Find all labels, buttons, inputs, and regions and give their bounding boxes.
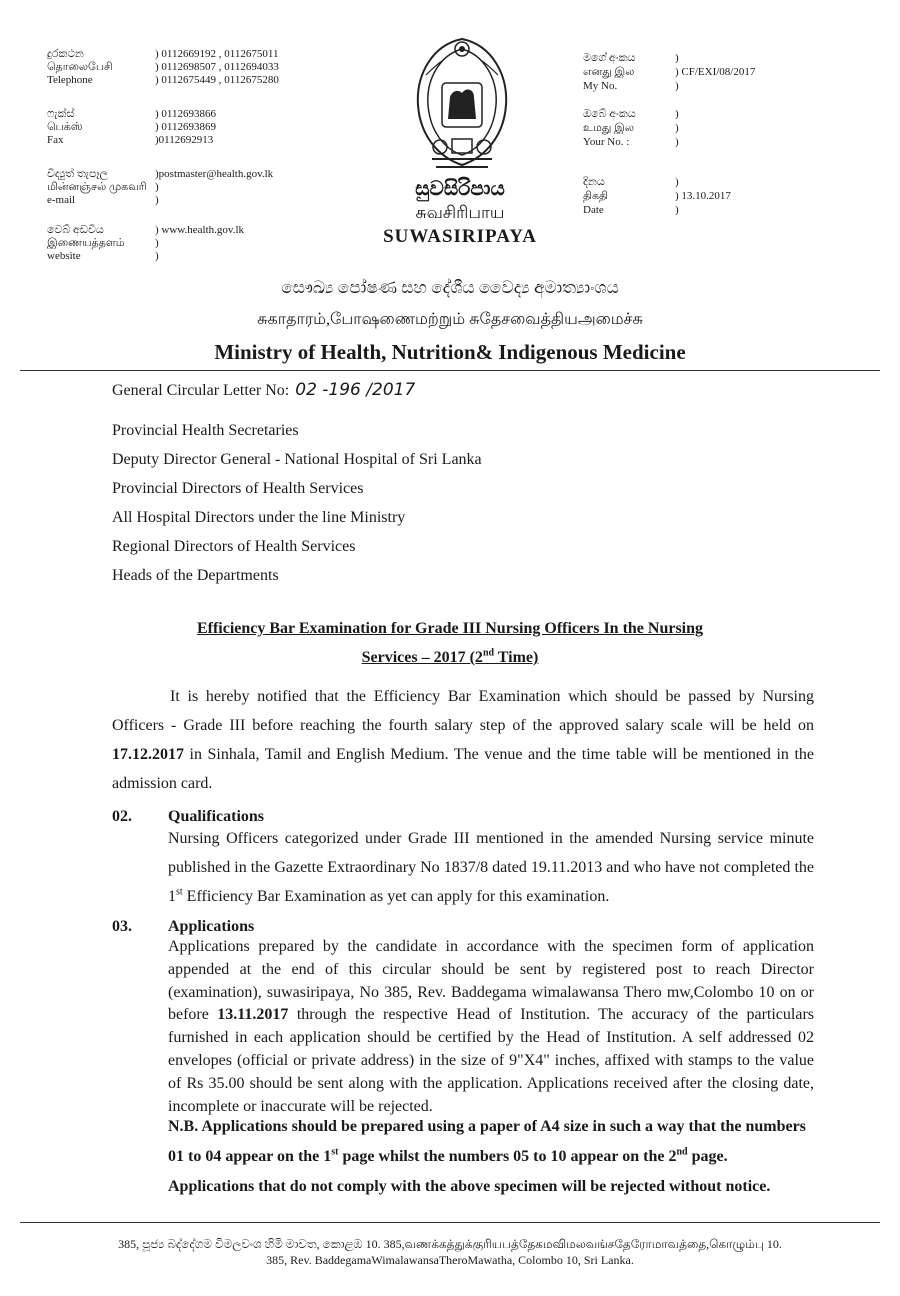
label: website xyxy=(47,250,81,262)
website-value: ) xyxy=(155,237,159,249)
date-value: ) 13.10.2017 xyxy=(675,190,731,202)
label: My No. xyxy=(583,80,618,92)
label: எனது இல xyxy=(583,66,635,78)
your-no-value: ) xyxy=(675,108,679,120)
reference-block xyxy=(583,52,883,222)
website-value: ) xyxy=(155,250,159,262)
title-text: Time) xyxy=(494,649,539,666)
intro-paragraph xyxy=(112,682,814,798)
circular-label: General Circular Letter No: xyxy=(112,382,290,399)
my-no-group xyxy=(583,52,883,92)
circular-number-line xyxy=(112,380,415,400)
fax-value: ) 0112693869 xyxy=(155,121,217,133)
nb-sup: nd xyxy=(676,1146,688,1158)
fax-value: )0112692913 xyxy=(155,134,214,146)
label: இணையத்தளம் xyxy=(47,237,125,249)
label: e-mail xyxy=(47,194,76,206)
circular-number: 02 -196 /2017 xyxy=(295,380,416,400)
exam-date: 17.12.2017 xyxy=(112,746,184,763)
brand-english: SUWASIRIPAYA xyxy=(383,226,537,247)
addressee: Heads of the Departments xyxy=(112,567,279,584)
section-number: 03. xyxy=(112,918,132,935)
website-value: ) www.health.gov.lk xyxy=(155,224,244,236)
contact-block xyxy=(47,48,347,268)
closing-date: 13.11.2017 xyxy=(217,1006,289,1024)
ministry-name-sinhala: සෞඛ්‍ය පෝෂණ සහ දේශීය වෛද්‍ය අමාත්‍යාංශය xyxy=(281,278,619,297)
label: දුරකථන xyxy=(47,48,84,60)
date-value: ) xyxy=(675,176,679,188)
title-sup: nd xyxy=(482,647,495,659)
telephone-value: ) 0112669192 , 0112675011 xyxy=(155,48,279,60)
label: Fax xyxy=(47,134,64,146)
date-value: ) xyxy=(675,204,679,216)
label: දිනය xyxy=(583,176,605,188)
section-text: Efficiency Bar Examination as yet can apply for this examination. xyxy=(182,888,610,905)
email-value: )postmaster@health.gov.lk xyxy=(155,168,274,180)
label: தொலைபேசி xyxy=(47,61,113,73)
label: Your No. : xyxy=(583,136,630,148)
label: பெக்ஸ் xyxy=(47,121,83,133)
national-emblem-icon xyxy=(412,35,512,177)
fax-value: ) 0112693866 xyxy=(155,108,217,120)
ministry-name-tamil: சுகாதாரம்,போஷணைமற்றும் சுதேசவைத்தியஅமைச்சு xyxy=(257,311,643,328)
my-no-value: ) xyxy=(675,80,679,92)
addressee: Provincial Directors of Health Services xyxy=(112,480,364,497)
your-no-value: ) xyxy=(675,122,679,134)
footer-address-local: 385, පූජ්‍ය බද්දේගම විමලවංශ හිමි මාවත, කොළඹ 10. 385,வணக்கத்துக்குரியபத்தேகமவிமலவங்சதேரோமாவத்தை,கொழும்பு 10. xyxy=(118,1237,782,1251)
section-text: Applications prepared by the candidate in accordance with the specimen form of application appended at the end of this circular should be sent by registered post to reach Director (examination), suwasiripaya, No 385, Rev. Baddegama wimalawansa Thero mw,Colombo 10 on or before xyxy=(168,938,814,1024)
addressee: All Hospital Directors under the line Ministry xyxy=(112,509,406,526)
nb-sup: st xyxy=(331,1146,339,1158)
my-no-value: ) xyxy=(675,52,679,64)
circular-title-line1: Efficiency Bar Examination for Grade III Nursing Officers In the Nursing xyxy=(196,620,704,637)
header-divider xyxy=(20,370,880,371)
circular-title-line2 xyxy=(0,649,900,667)
label: ඔබේ අංකය xyxy=(583,108,636,120)
label: உமது இல xyxy=(583,122,634,134)
section-number: 02. xyxy=(112,808,132,825)
addressee: Regional Directors of Health Services xyxy=(112,538,356,555)
addressee: Provincial Health Secretaries xyxy=(112,422,299,439)
email-group xyxy=(47,168,347,208)
nb-text: page. xyxy=(687,1148,728,1165)
your-no-value: ) xyxy=(675,136,679,148)
telephone-value: ) 0112675449 , 0112675280 xyxy=(155,74,279,86)
label: විද්‍යුත් තැපෑල xyxy=(47,168,108,180)
email-value: ) xyxy=(155,194,159,206)
addressee: Deputy Director General - National Hospital of Sri Lanka xyxy=(112,451,482,468)
my-no-value: ) CF/EXI/08/2017 xyxy=(675,66,756,78)
brand-tamil: சுவசிரிபாய xyxy=(415,203,505,222)
intro-text: It is hereby notified that the Efficiency Bar Examination which should be passed by Nursing Officers - Grade III before reaching the fourth salary step of the approved salary scale will be held on xyxy=(112,688,814,734)
label: වෙබ් අඩවිය xyxy=(47,224,104,236)
label: Date xyxy=(583,204,604,216)
label: මගේ අංකය xyxy=(583,52,636,64)
label: Telephone xyxy=(47,74,93,86)
section-text: through the respective Head of Institution. The accuracy of the particulars furnished in each application should be certified by the Head of Institution. A self addressed 02 envelopes (official or private address) in the size of 9"X4" inches, affixed with stamps to the value of Rs 35.00 should be sent along with the application. Applications received after the closing date, incomplete or inaccurate will be rejected. xyxy=(168,1006,815,1115)
nb-text: Applications that do not comply with the above specimen will be rejected without notice. xyxy=(168,1178,771,1195)
footer-divider xyxy=(20,1222,880,1223)
footer-address-english: 385, Rev. BaddegamaWimalawansaTheroMawatha, Colombo 10, Sri Lanka. xyxy=(266,1253,634,1267)
label: மின்னஞ்சல் முகவரி xyxy=(47,181,147,193)
qualifications-body xyxy=(168,824,814,911)
label: ෆැක්ස් xyxy=(47,108,75,120)
nb-note xyxy=(168,1112,818,1202)
label: திகதி xyxy=(583,190,609,202)
brand-sinhala: සුවසිරිපාය xyxy=(415,178,505,200)
website-group xyxy=(47,224,347,264)
fax-group xyxy=(47,108,347,148)
telephone-value: ) 0112698507 , 0112694033 xyxy=(155,61,279,73)
section-sup: st xyxy=(176,886,183,898)
ministry-name-english: Ministry of Health, Nutrition& Indigenous Medicine xyxy=(214,340,686,364)
title-text: Services – 2017 (2 xyxy=(361,649,483,666)
section-heading: Qualifications xyxy=(168,808,265,825)
telephone-group xyxy=(47,48,347,88)
your-no-group xyxy=(583,108,883,148)
applications-body xyxy=(168,936,814,1118)
nb-text: N.B. Applications should be prepared using a paper of A4 size in such a way that the numbers 01 to 04 appear on the 1 xyxy=(168,1118,806,1165)
email-value: ) xyxy=(155,181,159,193)
section-heading: Applications xyxy=(168,918,255,935)
nb-text: page whilst the numbers 05 to 10 appear on the 2 xyxy=(338,1148,677,1165)
date-group xyxy=(583,176,883,216)
section-text: Nursing Officers categorized under Grade III mentioned in the amended Nursing service minute published in the Gazette Extraordinary No 1837/8 dated 19.11.2013 and who have not completed the 1 xyxy=(168,830,814,905)
intro-text: in Sinhala, Tamil and English Medium. The venue and the time table will be mentioned in the admission card. xyxy=(112,746,814,792)
